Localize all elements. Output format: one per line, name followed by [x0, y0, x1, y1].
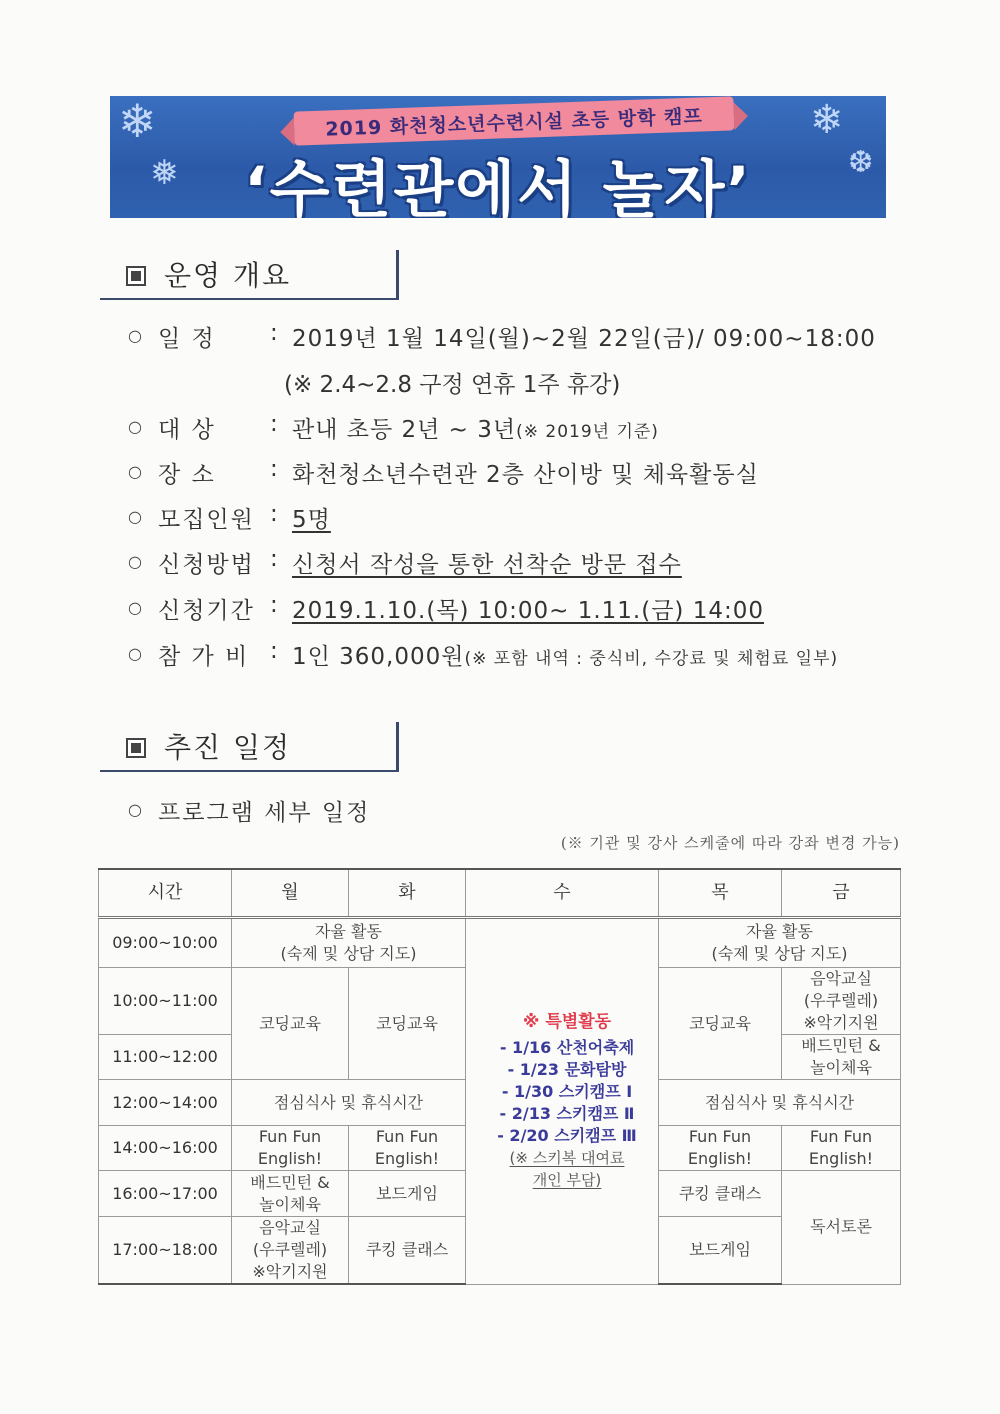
- english-cell: Fun Fun English!: [349, 1126, 466, 1171]
- circle-bullet-icon: ○: [128, 800, 142, 819]
- time-cell: 10:00~11:00: [99, 968, 232, 1035]
- badminton-cell: 배드민턴 & 놀이체육: [232, 1171, 349, 1217]
- snowflake-icon: ❆: [848, 145, 874, 180]
- free-activity-cell: 자율 활동 (숙제 및 상담 지도): [659, 918, 901, 968]
- header-wed: 수: [466, 869, 659, 918]
- section-header-overview: [100, 250, 399, 300]
- time-cell: 12:00~14:00: [99, 1080, 232, 1126]
- info-value: 1인 360,000원(※ 포함 내역 : 중식비, 수강료 및 체험료 일부): [292, 644, 839, 670]
- section-header-schedule: [100, 722, 399, 772]
- english-cell: Fun Fun English!: [659, 1126, 782, 1171]
- info-label: 대 상: [158, 417, 216, 443]
- special-title: ※ 특별활동: [522, 1012, 612, 1033]
- special-item: - 1/23 문화탐방: [507, 1060, 627, 1080]
- coding-cell: 코딩교육: [232, 968, 349, 1080]
- special-item: - 1/16 산천어축제: [499, 1038, 635, 1058]
- info-value: 2019년 1월 14일(월)~2월 22일(금)/ 09:00~18:00: [292, 326, 876, 352]
- info-value: 5명: [292, 507, 331, 533]
- time-cell: 09:00~10:00: [99, 918, 232, 968]
- circle-bullet-icon: ○: [128, 326, 142, 345]
- time-cell: 11:00~12:00: [99, 1035, 232, 1080]
- info-value: 화천청소년수련관 2층 산이방 및 체육활동실: [292, 462, 759, 488]
- time-cell: 17:00~18:00: [99, 1217, 232, 1285]
- english-cell: Fun Fun English!: [232, 1126, 349, 1171]
- section-title: 추진 일정: [164, 731, 292, 764]
- banner-subtitle-ribbon: [294, 96, 735, 145]
- circle-bullet-icon: ○: [128, 644, 142, 663]
- boardgame-cell: 보드게임: [659, 1217, 782, 1285]
- lunch-cell: 점심식사 및 휴식시간: [659, 1080, 901, 1126]
- info-label: 신청기간: [158, 598, 255, 624]
- coding-cell: 코딩교육: [659, 968, 782, 1080]
- info-label: 장 소: [158, 462, 216, 488]
- snowflake-icon: ❄: [118, 96, 157, 148]
- cooking-cell: 쿠킹 클래스: [349, 1217, 466, 1285]
- info-extra: (※ 2.4~2.8 구정 연휴 1주 휴강): [284, 372, 621, 398]
- music-cell: 음악교실 (우쿠렐레) ※악기지원: [232, 1217, 349, 1285]
- time-cell: 14:00~16:00: [99, 1126, 232, 1171]
- info-value: 신청서 작성을 통한 선착순 방문 접수: [292, 552, 682, 578]
- snowflake-icon: ❄: [810, 97, 844, 143]
- table-row: [99, 918, 901, 968]
- header-mon: 월: [232, 869, 349, 918]
- circle-bullet-icon: ○: [128, 417, 142, 436]
- special-note: 개인 부담): [532, 1171, 602, 1190]
- info-value: 관내 초등 2년 ~ 3년(※ 2019년 기준): [292, 417, 659, 443]
- banner-subtitle: 2019 화천청소년수련시설 초등 방학 캠프: [324, 104, 704, 141]
- square-bullet-icon: [126, 738, 146, 758]
- snowflake-icon: ❅: [150, 153, 179, 193]
- header-thu: 목: [659, 869, 782, 918]
- badminton-cell: 배드민턴 & 놀이체육: [782, 1035, 901, 1080]
- free-activity-cell: 자율 활동 (숙제 및 상담 지도): [232, 918, 466, 968]
- schedule-note: (※ 기관 및 강사 스케줄에 따라 강좌 변경 가능): [560, 834, 900, 852]
- coding-cell: 코딩교육: [349, 968, 466, 1080]
- info-label: 일 정: [158, 326, 216, 352]
- info-value: 2019.1.10.(목) 10:00~ 1.11.(금) 14:00: [292, 598, 764, 624]
- info-label: 참 가 비: [158, 644, 250, 670]
- header-tue: 화: [349, 869, 466, 918]
- cooking-cell: 쿠킹 클래스: [659, 1171, 782, 1217]
- boardgame-cell: 보드게임: [349, 1171, 466, 1217]
- program-heading: 프로그램 세부 일정: [158, 800, 371, 826]
- time-cell: 16:00~17:00: [99, 1171, 232, 1217]
- schedule-table: [98, 868, 901, 1285]
- special-note: (※ 스키복 대여료: [509, 1149, 625, 1168]
- special-item: - 1/30 스키캠프 Ⅰ: [501, 1082, 633, 1102]
- english-cell: Fun Fun English!: [782, 1126, 901, 1171]
- circle-bullet-icon: ○: [128, 552, 142, 571]
- header-time: 시간: [99, 869, 232, 918]
- table-header-row: [99, 869, 901, 918]
- info-label: 모집인원: [158, 507, 255, 533]
- section-title: 운영 개요: [164, 259, 292, 292]
- circle-bullet-icon: ○: [128, 462, 142, 481]
- title-banner: [110, 96, 886, 218]
- banner-title: ‘수련관에서 놀자’: [244, 153, 752, 218]
- info-row-schedule-note: [284, 366, 620, 402]
- special-activity-cell: [466, 918, 659, 1285]
- circle-bullet-icon: ○: [128, 507, 142, 526]
- special-item: - 2/20 스키캠프 Ⅲ: [497, 1126, 637, 1146]
- lunch-cell: 점심식사 및 휴식시간: [232, 1080, 466, 1126]
- music-cell: 음악교실 (우쿠렐레) ※악기지원: [782, 968, 901, 1035]
- reading-cell: 독서토론: [782, 1171, 901, 1285]
- header-fri: 금: [782, 869, 901, 918]
- info-label: 신청방법: [158, 552, 255, 578]
- circle-bullet-icon: ○: [128, 598, 142, 617]
- square-bullet-icon: [126, 266, 146, 286]
- special-item: - 2/13 스키캠프 Ⅱ: [499, 1104, 635, 1124]
